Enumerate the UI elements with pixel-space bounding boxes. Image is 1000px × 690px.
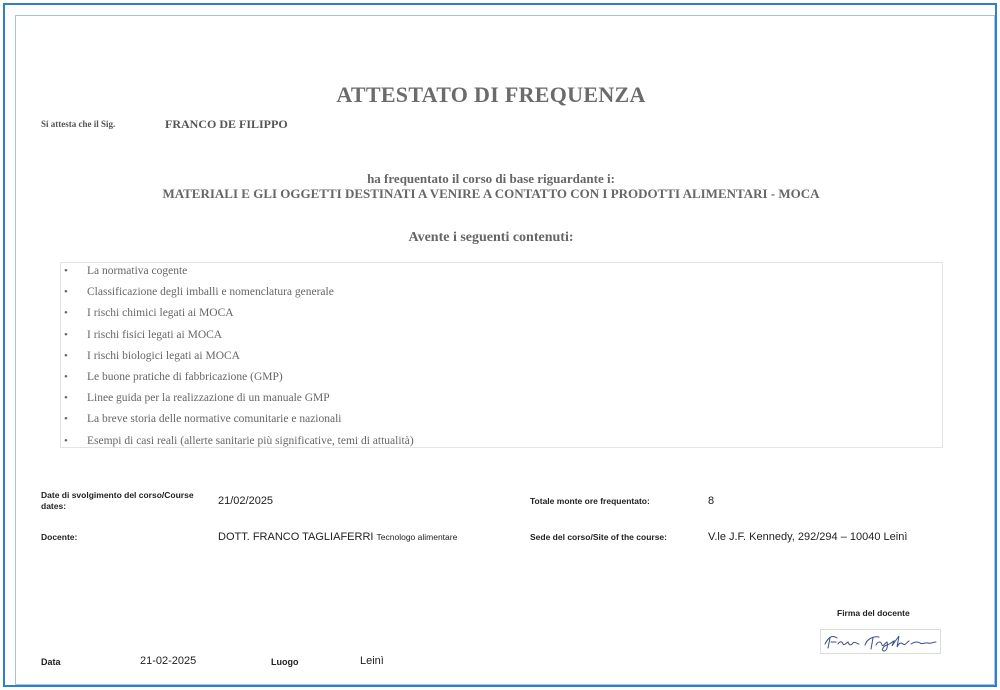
teacher-signature bbox=[820, 629, 941, 654]
course-dates-label: Date di svolgimento del corso/Course dates: bbox=[41, 490, 194, 511]
content-list-item bbox=[61, 327, 942, 348]
course-site-value: V.le J.F. Kennedy, 292/294 – 10040 Leinì bbox=[708, 531, 908, 543]
total-hours-value: 8 bbox=[708, 495, 715, 507]
content-list-item bbox=[61, 411, 942, 432]
bullet-icon: • bbox=[64, 370, 68, 383]
content-item-text: Classificazione degli imballi e nomenclatura generale bbox=[87, 286, 334, 299]
bullet-icon: • bbox=[64, 434, 68, 447]
footer-date-value: 21-02-2025 bbox=[140, 655, 197, 667]
content-list-item bbox=[61, 433, 942, 454]
teacher-role: Tecnologo alimentare bbox=[376, 532, 458, 542]
content-item-text: Le buone pratiche di fabbricazione (GMP) bbox=[87, 370, 283, 383]
teacher-name: DOTT. FRANCO TAGLIAFERRI bbox=[218, 531, 374, 543]
content-item-text: Linee guida per la realizzazione di un manuale GMP bbox=[87, 392, 330, 405]
signature-scribble bbox=[821, 630, 940, 653]
signature-label: Firma del docente bbox=[837, 608, 910, 618]
bullet-icon: • bbox=[64, 413, 68, 426]
total-hours-label: Totale monte ore frequentato: bbox=[530, 496, 650, 506]
teacher-value bbox=[218, 531, 457, 543]
content-list-item bbox=[61, 263, 942, 284]
certificate-title: ATTESTATO DI FREQUENZA bbox=[336, 82, 646, 107]
bullet-icon: • bbox=[64, 307, 68, 320]
attendee-name: FRANCO DE FILIPPO bbox=[165, 117, 288, 131]
teacher-label: Docente: bbox=[41, 532, 78, 542]
content-list-item bbox=[61, 284, 942, 305]
contents-heading: Avente i seguenti contenuti: bbox=[408, 230, 574, 245]
contents-box bbox=[60, 262, 943, 448]
content-item-text: Esempi di casi reali (allerte sanitarie più significative, temi di attualità) bbox=[87, 434, 414, 447]
attestation-label: Si attesta che il Sig. bbox=[41, 119, 116, 129]
content-item-text: La normativa cogente bbox=[87, 265, 188, 277]
footer-place-label: Luogo bbox=[271, 657, 299, 667]
bullet-icon: • bbox=[64, 392, 68, 405]
content-item-text: I rischi fisici legati ai MOCA bbox=[87, 328, 223, 341]
content-item-text: La breve storia delle normative comunitarie e nazionali bbox=[87, 413, 342, 426]
course-subject: MATERIALI E GLI OGGETTI DESTINATI A VENIRE A CONTATTO CON I PRODOTTI ALIMENTARI - MOCA bbox=[162, 186, 820, 201]
content-item-text: I rischi chimici legati ai MOCA bbox=[87, 307, 234, 320]
content-item-text: I rischi biologici legati ai MOCA bbox=[87, 349, 240, 362]
bullet-icon: • bbox=[64, 265, 68, 277]
bullet-icon: • bbox=[64, 286, 68, 299]
content-list-item bbox=[61, 390, 942, 411]
course-dates-value: 21/02/2025 bbox=[218, 495, 274, 507]
footer-place-value: Leinì bbox=[360, 655, 384, 667]
content-list-item bbox=[61, 369, 942, 390]
footer-date-label: Data bbox=[41, 657, 61, 667]
contents-list bbox=[61, 263, 942, 454]
course-site-label: Sede del corso/Site of the course: bbox=[530, 532, 667, 542]
content-list-item bbox=[61, 348, 942, 369]
course-intro: ha frequentato il corso di base riguardante i: bbox=[367, 171, 615, 186]
bullet-icon: • bbox=[64, 349, 68, 362]
course-intro-block bbox=[0, 171, 982, 201]
bullet-icon: • bbox=[64, 328, 68, 341]
content-list-item bbox=[61, 305, 942, 326]
